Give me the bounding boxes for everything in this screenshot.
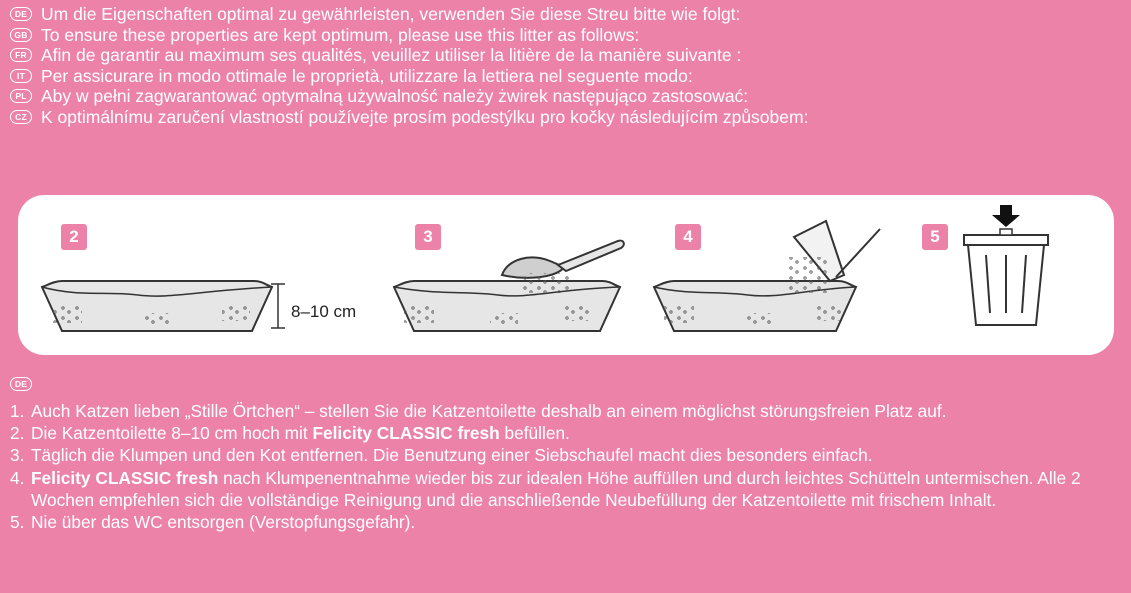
lang-text-gb: To ensure these properties are kept optimum, please use this litter as follows: (41, 24, 640, 45)
lang-row-pl (10, 86, 1120, 107)
lang-text-cz: K optimálnímu zaručení vlastností používejte prosím podestýlku pro kočky následujícím způsobem: (41, 106, 809, 127)
down-arrow-icon (992, 205, 1020, 227)
instructions-illustration (18, 195, 1114, 355)
litter-tray-icon (42, 281, 272, 331)
list-item: 3. Täglich die Klumpen und den Kot entfernen. Die Benutzung einer Siebschaufel macht dies besonders einfach. (10, 445, 873, 466)
step-number-2: 2 (61, 224, 87, 250)
instructions-panel (18, 195, 1114, 355)
lang-badge-gb: GB (10, 28, 32, 42)
lang-row-gb (10, 25, 1120, 46)
lang-text-de: Um die Eigenschaften optimal zu gewährleisten, verwenden Sie diese Streu bitte wie folgt: (41, 4, 741, 25)
lang-badge-fr: FR (10, 48, 32, 62)
litter-tray-icon (394, 281, 620, 331)
list-item: 2. Die Katzentoilette 8–10 cm hoch mit Felicity CLASSIC fresh befüllen. (10, 423, 570, 444)
lang-row-it (10, 66, 1120, 87)
step-number-3: 3 (415, 224, 441, 250)
lang-text-pl: Aby w pełni zagwarantować optymalną używalność należy żwirek następująco zastosować: (41, 86, 749, 107)
de-instructions (10, 374, 1125, 533)
lang-row-cz (10, 107, 1120, 128)
lang-text-fr: Afin de garantir au maximum ses qualités, veuillez utiliser la litière de la manière suivante : (41, 45, 742, 66)
de-instruction-list (10, 400, 1125, 533)
product-name: Felicity CLASSIC fresh (312, 423, 500, 444)
language-intro-list (10, 4, 1120, 127)
lang-row-de (10, 4, 1120, 25)
lang-badge-de: DE (10, 7, 32, 21)
list-item: 5. Nie über das WC entsorgen (Verstopfungsgefahr). (10, 512, 416, 533)
list-item: 1. Auch Katzen lieben „Stille Örtchen“ – stellen Sie die Katzentoilette deshalb an einem möglichst störungsfreien Platz auf. (10, 401, 947, 421)
height-marker-icon (271, 284, 285, 328)
step-number-5: 5 (922, 224, 948, 250)
lang-badge-cz: CZ (10, 110, 32, 124)
lang-badge-it: IT (10, 69, 32, 83)
list-item: 4. Felicity CLASSIC fresh nach Klumpenentnahme wieder bis zur idealen Höhe auffüllen und durch leichtes Schütteln untermischen. Alle 2 Wochen empfehlen sich die vollständige Reinigung und die anschließende Neubefüllung der Katzentoilette mit frischem Inhalt. (10, 467, 1081, 510)
lang-badge-de-section: DE (10, 377, 32, 391)
product-name: Felicity CLASSIC fresh (31, 467, 219, 488)
fill-height-label: 8–10 cm (291, 302, 357, 321)
lang-badge-pl: PL (10, 89, 32, 103)
step-number-4: 4 (675, 224, 701, 250)
de-badge-row (10, 374, 1125, 394)
trash-bin-icon (964, 229, 1048, 325)
lang-row-fr (10, 45, 1120, 66)
lang-text-it: Per assicurare in modo ottimale le proprietà, utilizzare la lettiera nel seguente modo: (41, 65, 693, 86)
